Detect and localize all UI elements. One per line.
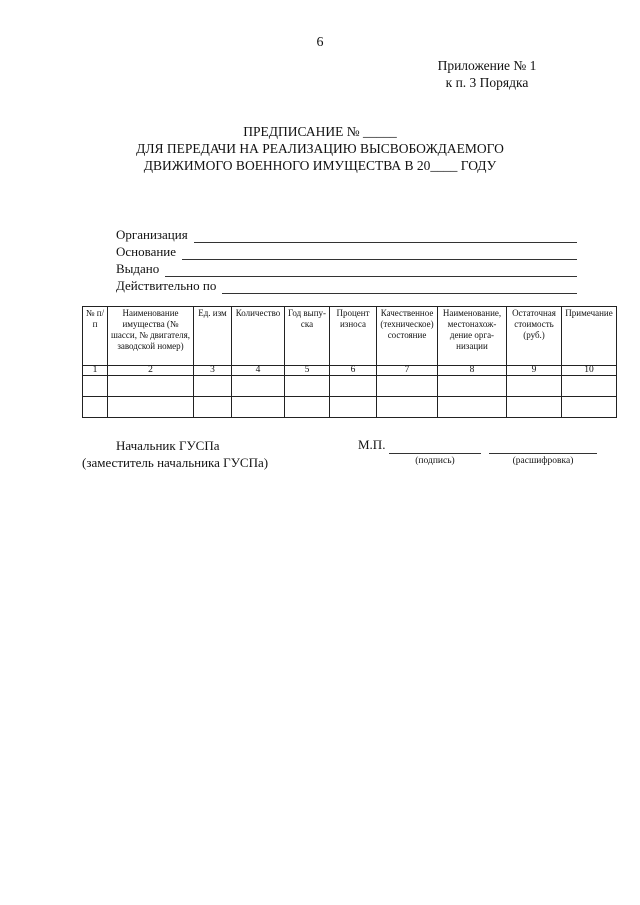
title-line-2: ДЛЯ ПЕРЕДАЧИ НА РЕАЛИЗАЦИЮ ВЫСВОБОЖДАЕМОГО <box>136 141 504 156</box>
table-row[interactable] <box>83 397 617 418</box>
table-cell[interactable] <box>330 376 377 397</box>
header-cell-year: Год выпу- ска <box>285 307 330 366</box>
column-number: 1 <box>83 366 108 376</box>
table-cell[interactable] <box>562 376 617 397</box>
table-cell[interactable] <box>232 376 285 397</box>
issued-line[interactable] <box>165 265 577 277</box>
column-number: 4 <box>232 366 285 376</box>
basis-label: Основание <box>116 244 177 259</box>
table-cell[interactable] <box>83 397 108 418</box>
signatory-block <box>82 437 282 471</box>
chief-label: Начальник ГУСПа <box>116 438 220 453</box>
property-table <box>82 306 617 418</box>
column-number: 8 <box>438 366 507 376</box>
signature-line[interactable] <box>389 453 481 454</box>
table-cell[interactable] <box>562 397 617 418</box>
table-cell[interactable] <box>194 376 232 397</box>
column-number: 7 <box>377 366 438 376</box>
table-cell[interactable] <box>83 376 108 397</box>
column-number: 2 <box>108 366 194 376</box>
header-cell-name: Наименование имущества (№ шасси, № двигателя, заводской номер) <box>108 307 194 366</box>
decoding-line[interactable] <box>489 453 597 454</box>
basis-field[interactable] <box>116 244 577 260</box>
organization-field[interactable] <box>116 227 577 243</box>
table-cell[interactable] <box>507 376 562 397</box>
header-cell-unit: Ед. изм <box>194 307 232 366</box>
basis-line[interactable] <box>182 248 577 260</box>
document-title <box>0 123 640 174</box>
issued-label: Выдано <box>116 261 160 276</box>
column-number: 9 <box>507 366 562 376</box>
table-cell[interactable] <box>285 376 330 397</box>
header-cell-quantity: Количество <box>232 307 285 366</box>
table-cell[interactable] <box>438 376 507 397</box>
table-cell[interactable] <box>507 397 562 418</box>
valid-until-label: Действительно по <box>116 278 217 293</box>
header-cell-condition: Качественное (техническое) состояние <box>377 307 438 366</box>
issued-field[interactable] <box>116 261 577 277</box>
table-cell[interactable] <box>108 376 194 397</box>
table-row[interactable] <box>83 376 617 397</box>
decoding-caption: (расшифровка) <box>512 456 574 466</box>
header-cell-organization: Наименование, местонахож- дение орга- низации <box>438 307 507 366</box>
column-number: 5 <box>285 366 330 376</box>
header-cell-number: № п/п <box>83 307 108 366</box>
column-number-row <box>83 366 617 376</box>
appendix-line-2: к п. 3 Порядка <box>445 75 529 90</box>
table-cell[interactable] <box>194 397 232 418</box>
page-number: 6 <box>316 35 324 50</box>
column-number: 10 <box>562 366 617 376</box>
appendix-line-1: Приложение № 1 <box>437 58 537 73</box>
stamp-label: М.П. <box>358 437 386 452</box>
table-cell[interactable] <box>438 397 507 418</box>
appendix-note <box>380 57 594 91</box>
organization-line[interactable] <box>194 231 577 243</box>
table-header-row <box>83 307 617 366</box>
valid-until-field[interactable] <box>116 278 577 294</box>
header-cell-note: Примечание <box>562 307 617 366</box>
table-cell[interactable] <box>377 376 438 397</box>
table-cell[interactable] <box>108 397 194 418</box>
deputy-label: (заместитель начальника ГУСПа) <box>82 455 269 470</box>
organization-label: Организация <box>116 227 188 242</box>
valid-until-line[interactable] <box>222 282 577 294</box>
title-line-3: ДВИЖИМОГО ВОЕННОГО ИМУЩЕСТВА В 20____ ГОДУ <box>143 158 497 173</box>
table-cell[interactable] <box>285 397 330 418</box>
header-cell-wear: Процент износа <box>330 307 377 366</box>
title-line-1: ПРЕДПИСАНИЕ № _____ <box>243 124 397 139</box>
column-number: 3 <box>194 366 232 376</box>
signature-caption: (подпись) <box>415 456 455 466</box>
header-cell-residual-value: Остаточная стоимость (руб.) <box>507 307 562 366</box>
table-cell[interactable] <box>330 397 377 418</box>
table-cell[interactable] <box>377 397 438 418</box>
column-number: 6 <box>330 366 377 376</box>
table-cell[interactable] <box>232 397 285 418</box>
